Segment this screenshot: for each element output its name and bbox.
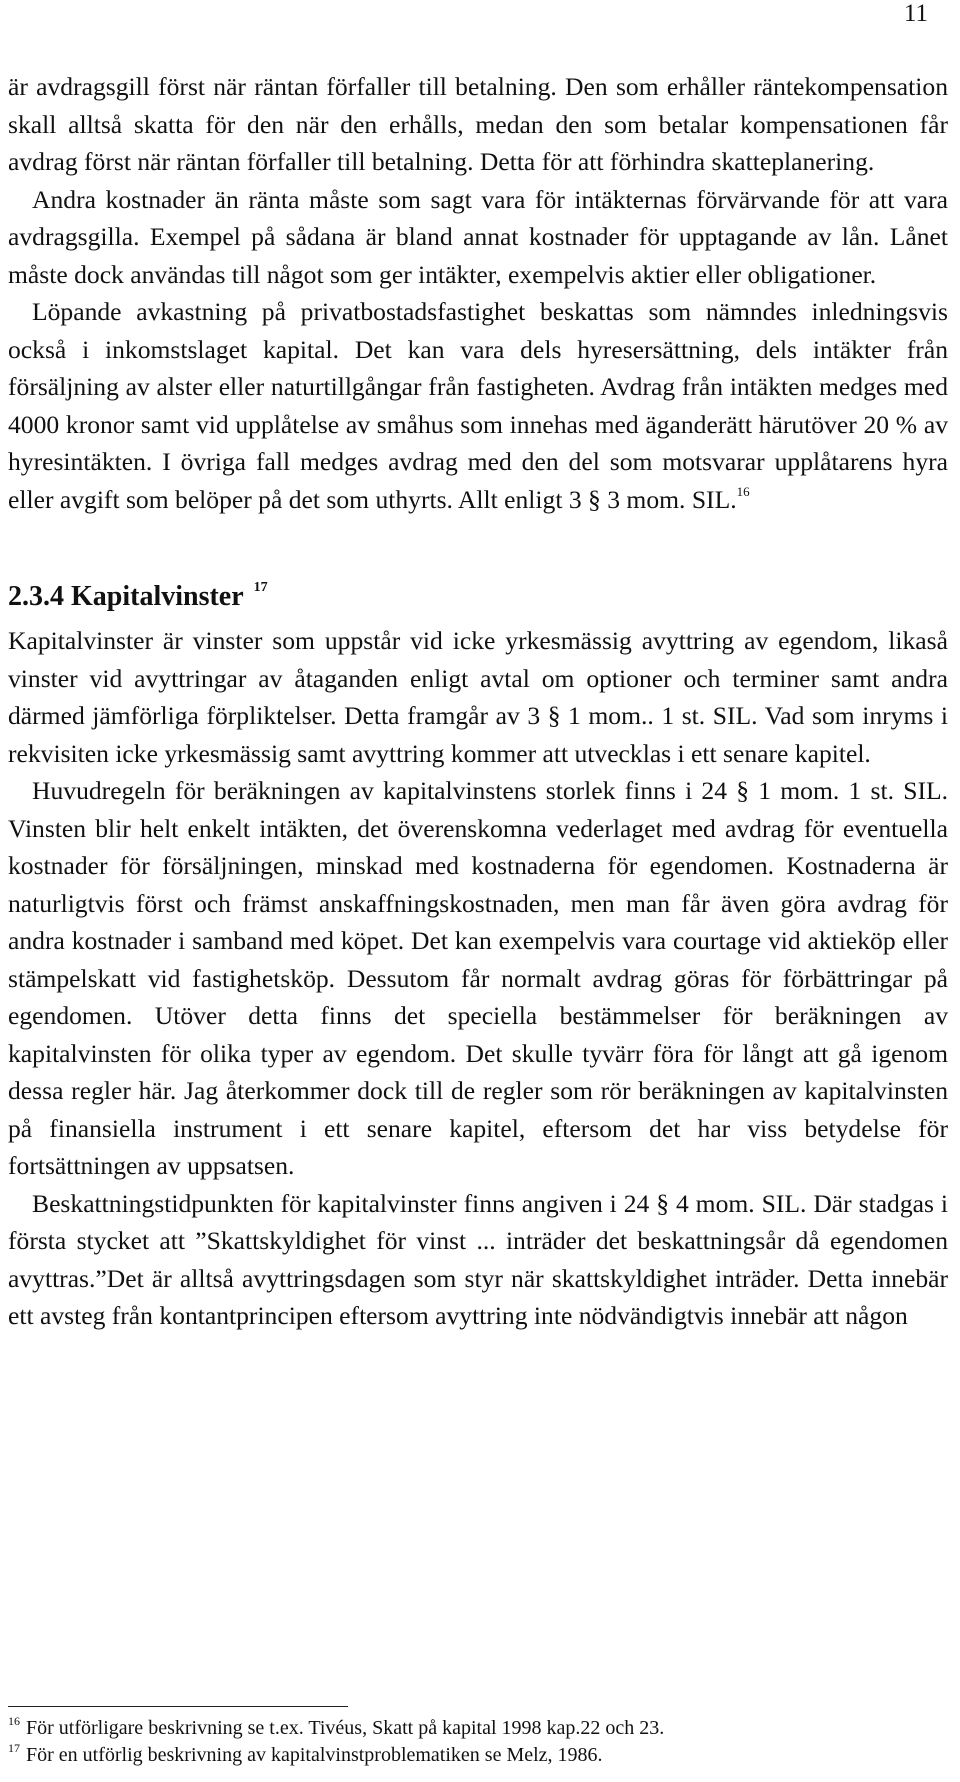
paragraph-2: Andra kostnader än ränta måste som sagt vara för intäkternas förvärvande för att vara avdragsgilla. Exempel på sådana är bland annat kostnader för upptagande av lån. Lånet måste dock användas till något som ger intäkter, exempelvis aktier eller obligationer. [8, 184, 948, 289]
footnotes [8, 1706, 948, 1769]
footnote-17 [8, 1742, 948, 1769]
paragraph-5: Huvudregeln för beräkningen av kapitalvinstens storlek finns i 24 § 1 mom. 1 st. SIL. Vinsten blir helt enkelt intäkten, det överenskomna vederlaget med avdrag för eventuella kostnader för försäljningen, minskad med kostnaderna för egendomen. Kostnaderna är naturligtvis först och främst anskaffningskostnaden, men man får även göra avdrag för andra kostnader i samband med köpet. Det kan exempelvis vara courtage vid aktieköp eller stämpelskatt vid fastighetsköp. Dessutom får normalt avdrag göras för förbättringar på egendomen. Utöver detta finns det speciella bestämmelser för beräkningen av kapitalvinsten för olika typer av egendom. Det skulle tyvärr föra för långt att gå igenom dessa regler här. Jag återkommer dock till de regler som rör beräkningen av kapitalvinsten på finansiella instrument i ett senare kapitel, eftersom det har viss betydelse för fortsättningen av uppsatsen. [8, 776, 948, 1180]
body-text [8, 68, 948, 1335]
paragraph-3 [8, 293, 948, 518]
footnote-number: 16 [8, 1714, 20, 1728]
section-heading-text: 2.3.4 Kapitalvinster [8, 581, 244, 612]
footnote-ref-17[interactable]: 17 [253, 580, 268, 595]
paragraph-6: Beskattningstidpunkten för kapitalvinster finns angiven i 24 § 4 mom. SIL. Där stadgas i första stycket att ”Skattskyldighet för vinst ... inträder det beskattningsår då egendomen avyttras.”Det är alltså avyttringsdagen som styr när skattskyldighet inträder. Detta innebär ett avsteg från kontantprincipen eftersom avyttring inte nödvändigtvis innebär att någon [8, 1188, 948, 1330]
footnote-divider [8, 1706, 348, 1707]
page-number: 11 [903, 0, 928, 27]
footnote-text: För en utförlig beskrivning av kapitalvinstproblematiken se Melz, 1986. [26, 1744, 603, 1766]
footnote-number: 17 [8, 1741, 20, 1755]
paragraph-3-text: Löpande avkastning på privatbostadsfastighet beskattas som nämndes inledningsvis också i inkomstslaget kapital. Det kan vara dels hyresersättning, dels intäkter från försäljning av alster eller naturtillgångar från fastigheten. Avdrag från intäkten medges med 4000 kronor samt vid upplåtelse av småhus som innehas med äganderätt härutöver 20 % av hyresintäkten. I övriga fall medges avdrag med den del som motsvarar upplåtarens hyra eller avgift som belöper på det som uthyrts. Allt enligt 3 § 3 mom. SIL. [8, 297, 948, 514]
footnote-ref-16[interactable]: 16 [736, 483, 750, 499]
section-heading [8, 578, 948, 616]
paragraph-1: är avdragsgill först när räntan förfaller till betalning. Den som erhåller räntekompensation skall alltså skatta för den när den erhålls, medan den som betalar kompensationen får avdrag först när räntan förfaller till betalning. Detta för att förhindra skatteplanering. [8, 72, 948, 176]
paragraph-4: Kapitalvinster är vinster som uppstår vid icke yrkesmässig avyttring av egendom, likaså vinster vid avyttringar av åtaganden enligt avtal om optioner och terminer samt andra därmed jämförliga förpliktelser. Detta framgår av 3 § 1 mom.. 1 st. SIL. Vad som inryms i rekvisiten icke yrkesmässig samt avyttring kommer att utvecklas i ett senare kapitel. [8, 626, 948, 768]
footnote-text: För utförligare beskrivning se t.ex. Tivéus, Skatt på kapital 1998 kap.22 och 23. [26, 1717, 665, 1739]
footnote-16 [8, 1715, 948, 1742]
